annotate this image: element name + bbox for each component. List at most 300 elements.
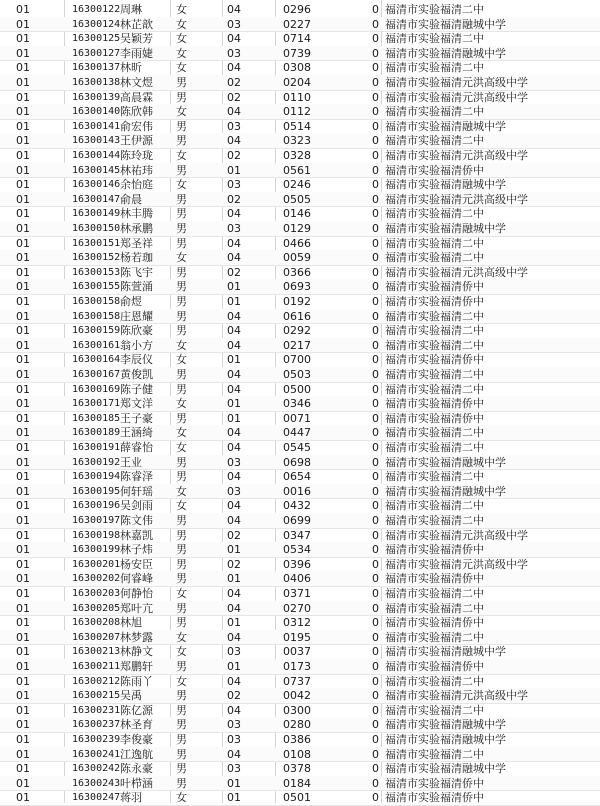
- cell-gender: 男: [176, 295, 187, 308]
- cell-id: 16300167: [72, 369, 121, 380]
- cell-zero: 0: [372, 601, 379, 615]
- table-row: [0, 513, 600, 528]
- cell-id: 16300191: [72, 442, 121, 453]
- cell-class: 01: [16, 149, 30, 162]
- cell-gender: 男: [176, 747, 187, 761]
- cell-class: 01: [16, 776, 30, 790]
- cell-zero: 0: [372, 76, 379, 89]
- cell-school: 福清市实验福清侨中: [385, 353, 484, 367]
- cell-zero: 0: [372, 572, 379, 586]
- table-row: [0, 367, 600, 382]
- cell-id: 16300159: [72, 325, 121, 337]
- table-row: [0, 615, 600, 630]
- table-row: [0, 352, 600, 367]
- cell-school: 福清市实验福清二中: [385, 470, 484, 484]
- cell-name: 陈雨丫: [120, 674, 153, 688]
- cell-g1: 01: [227, 295, 241, 308]
- cell-zero: 0: [372, 703, 379, 717]
- cell-g2: 0447: [283, 426, 311, 440]
- cell-gender: 男: [176, 470, 187, 484]
- cell-class: 01: [16, 134, 30, 148]
- cell-name: 高晨霖: [120, 90, 153, 104]
- cell-gender: 男: [176, 309, 187, 323]
- cell-g2: 0173: [283, 660, 311, 673]
- cell-zero: 0: [372, 630, 379, 644]
- cell-g2: 0616: [283, 309, 311, 323]
- cell-school: 福清市实验福清融城中学: [385, 718, 506, 732]
- cell-class: 01: [16, 163, 30, 177]
- cell-g1: 04: [227, 630, 241, 644]
- table-row: [0, 528, 600, 543]
- cell-zero: 0: [372, 265, 379, 279]
- cell-class: 01: [16, 411, 30, 425]
- table-row: [0, 309, 600, 324]
- table-row: [0, 601, 600, 616]
- cell-zero: 0: [372, 470, 379, 484]
- cell-school: 福清市实验福清二中: [385, 236, 484, 250]
- cell-g1: 01: [227, 163, 241, 177]
- cell-gender: 男: [176, 660, 187, 673]
- cell-class: 01: [16, 616, 30, 630]
- cell-id: 16300189: [72, 427, 121, 439]
- cell-gender: 女: [176, 674, 187, 688]
- cell-class: 01: [16, 499, 30, 513]
- cell-school: 福清市实验福清融城中学: [385, 119, 506, 133]
- cell-g2: 0300: [283, 703, 311, 717]
- cell-class: 01: [16, 689, 30, 703]
- table-row: [0, 455, 600, 470]
- table-row: [0, 294, 600, 309]
- cell-g1: 04: [227, 32, 241, 46]
- cell-gender: 女: [176, 105, 187, 119]
- cell-id: 16300198: [72, 529, 121, 541]
- cell-zero: 0: [372, 718, 379, 732]
- cell-gender: 女: [176, 17, 187, 31]
- cell-name: 林丰腾: [120, 207, 153, 221]
- cell-name: 蒋羽: [120, 791, 142, 805]
- cell-id: 16300143: [72, 135, 121, 147]
- cell-school: 福清市实验福清二中: [385, 338, 484, 352]
- cell-zero: 0: [372, 587, 379, 600]
- cell-zero: 0: [372, 689, 379, 703]
- cell-name: 李俊豪: [120, 733, 153, 746]
- cell-name: 陈萱涌: [120, 280, 153, 294]
- cell-gender: 男: [176, 265, 187, 279]
- cell-id: 16300146: [72, 179, 121, 191]
- cell-g1: 04: [227, 309, 241, 323]
- cell-g2: 0270: [283, 601, 311, 615]
- cell-g1: 03: [227, 718, 241, 732]
- cell-zero: 0: [372, 251, 379, 265]
- cell-g2: 0042: [283, 689, 311, 703]
- cell-school: 福清市实验福清二中: [385, 324, 484, 338]
- cell-school: 福清市实验福清融城中学: [385, 733, 506, 746]
- cell-g2: 0059: [283, 251, 311, 265]
- cell-g1: 02: [227, 192, 241, 206]
- cell-g1: 04: [227, 514, 241, 527]
- cell-id: 16300169: [72, 383, 121, 395]
- cell-gender: 男: [176, 718, 187, 732]
- cell-g1: 04: [227, 134, 241, 148]
- cell-g1: 01: [227, 572, 241, 586]
- cell-class: 01: [16, 119, 30, 133]
- cell-name: 林承鹏: [120, 222, 153, 235]
- cell-class: 01: [16, 178, 30, 192]
- table-row: [0, 571, 600, 586]
- cell-gender: 女: [176, 499, 187, 513]
- cell-id: 16300243: [72, 777, 121, 789]
- cell-g1: 03: [227, 46, 241, 60]
- cell-id: 16300195: [72, 485, 121, 497]
- cell-gender: 男: [176, 207, 187, 221]
- cell-zero: 0: [372, 557, 379, 571]
- cell-g2: 0698: [283, 455, 311, 469]
- cell-id: 16300185: [72, 412, 121, 424]
- table-row: [0, 133, 600, 148]
- cell-zero: 0: [372, 90, 379, 104]
- cell-class: 01: [16, 470, 30, 484]
- cell-id: 16300205: [72, 602, 121, 614]
- cell-gender: 男: [176, 616, 187, 630]
- cell-id: 16300158: [72, 310, 121, 322]
- cell-school: 福清市实验福清侨中: [385, 776, 484, 790]
- table-row: [0, 323, 600, 338]
- cell-school: 福清市实验福清二中: [385, 499, 484, 513]
- cell-school: 福清市实验福清二中: [385, 630, 484, 644]
- cell-name: 林嘉凯: [120, 528, 153, 542]
- cell-g2: 0514: [283, 119, 311, 133]
- cell-class: 01: [16, 674, 30, 688]
- cell-g1: 03: [227, 762, 241, 776]
- cell-class: 01: [16, 382, 30, 396]
- cell-name: 陈玲珑: [120, 149, 153, 162]
- cell-school: 福清市实验福清元洪高级中学: [385, 192, 528, 206]
- cell-g1: 04: [227, 674, 241, 688]
- cell-school: 福清市实验福清二中: [385, 514, 484, 527]
- cell-g2: 0714: [283, 32, 311, 46]
- cell-g2: 0016: [283, 484, 311, 498]
- cell-id: 16300158: [72, 296, 121, 307]
- cell-g1: 03: [227, 119, 241, 133]
- cell-g2: 0406: [283, 572, 311, 586]
- cell-g1: 04: [227, 236, 241, 250]
- cell-zero: 0: [372, 222, 379, 235]
- cell-g1: 01: [227, 776, 241, 790]
- cell-g1: 03: [227, 17, 241, 31]
- cell-g1: 04: [227, 382, 241, 396]
- cell-id: 16300151: [72, 237, 121, 249]
- cell-gender: 男: [176, 192, 187, 206]
- cell-g2: 0432: [283, 499, 311, 513]
- cell-gender: 男: [176, 324, 187, 338]
- cell-g1: 04: [227, 61, 241, 75]
- cell-g2: 0328: [283, 149, 311, 162]
- cell-g1: 04: [227, 324, 241, 338]
- cell-class: 01: [16, 528, 30, 542]
- cell-g2: 0371: [283, 587, 311, 600]
- cell-school: 福清市实验福清融城中学: [385, 484, 506, 498]
- cell-g1: 02: [227, 90, 241, 104]
- cell-g1: 01: [227, 791, 241, 805]
- cell-class: 01: [16, 46, 30, 60]
- cell-name: 林芷歆: [120, 17, 153, 31]
- cell-zero: 0: [372, 441, 379, 454]
- cell-zero: 0: [372, 324, 379, 338]
- cell-school: 福清市实验福清侨中: [385, 411, 484, 425]
- cell-g1: 03: [227, 222, 241, 235]
- table-row: [0, 396, 600, 411]
- cell-g2: 0112: [283, 105, 311, 119]
- cell-name: 陈永豪: [120, 762, 153, 776]
- cell-name: 林祐玮: [120, 163, 153, 177]
- cell-zero: 0: [372, 484, 379, 498]
- cell-name: 翁小方: [120, 338, 153, 352]
- cell-gender: 女: [176, 61, 187, 75]
- cell-id: 16300152: [72, 252, 121, 264]
- cell-name: 林旭: [120, 616, 142, 630]
- cell-name: 薛睿怡: [120, 441, 153, 454]
- cell-class: 01: [16, 601, 30, 615]
- cell-school: 福清市实验福清元洪高级中学: [385, 76, 528, 89]
- cell-class: 01: [16, 572, 30, 586]
- cell-gender: 女: [176, 32, 187, 46]
- cell-id: 16300207: [72, 631, 121, 643]
- cell-gender: 女: [176, 178, 187, 192]
- cell-gender: 男: [176, 557, 187, 571]
- cell-g1: 01: [227, 616, 241, 630]
- table-row: [0, 2, 600, 17]
- cell-class: 01: [16, 703, 30, 717]
- cell-g2: 0108: [283, 747, 311, 761]
- cell-id: 16300203: [72, 588, 121, 599]
- cell-school: 福清市实验福清二中: [385, 134, 484, 148]
- cell-gender: 女: [176, 630, 187, 644]
- cell-g1: 04: [227, 601, 241, 615]
- cell-g1: 01: [227, 543, 241, 557]
- cell-gender: 女: [176, 3, 187, 16]
- table-row: [0, 659, 600, 674]
- table-row: [0, 250, 600, 265]
- cell-id: 16300137: [72, 62, 121, 74]
- cell-zero: 0: [372, 499, 379, 513]
- cell-id: 16300202: [72, 573, 121, 585]
- cell-gender: 男: [176, 572, 187, 586]
- cell-zero: 0: [372, 149, 379, 162]
- cell-g2: 0071: [283, 411, 311, 425]
- cell-g2: 0323: [283, 134, 311, 148]
- cell-name: 郑叶亢: [120, 601, 153, 615]
- table-row: [0, 119, 600, 134]
- cell-class: 01: [16, 338, 30, 352]
- table-row: [0, 60, 600, 75]
- cell-class: 01: [16, 76, 30, 89]
- cell-class: 01: [16, 514, 30, 527]
- cell-id: 16300239: [72, 734, 121, 745]
- cell-school: 福清市实验福清二中: [385, 426, 484, 440]
- cell-g2: 0561: [283, 163, 311, 177]
- cell-id: 16300153: [72, 266, 121, 278]
- cell-g1: 04: [227, 703, 241, 717]
- cell-name: 庄恩耀: [120, 309, 153, 323]
- cell-g1: 04: [227, 251, 241, 265]
- cell-class: 01: [16, 630, 30, 644]
- cell-class: 01: [16, 455, 30, 469]
- cell-g1: 03: [227, 733, 241, 746]
- cell-zero: 0: [372, 338, 379, 352]
- cell-g2: 0227: [283, 17, 311, 31]
- cell-class: 01: [16, 3, 30, 16]
- cell-class: 01: [16, 557, 30, 571]
- table-row: [0, 790, 600, 805]
- cell-school: 福清市实验福清元洪高级中学: [385, 689, 528, 703]
- cell-zero: 0: [372, 309, 379, 323]
- table-row: [0, 732, 600, 747]
- table-row: [0, 163, 600, 178]
- cell-zero: 0: [372, 674, 379, 688]
- cell-zero: 0: [372, 280, 379, 294]
- cell-school: 福清市实验福清二中: [385, 747, 484, 761]
- cell-school: 福清市实验福清二中: [385, 309, 484, 323]
- cell-zero: 0: [372, 46, 379, 60]
- cell-g2: 0347: [283, 528, 311, 542]
- cell-name: 俞宏伟: [120, 119, 153, 133]
- cell-school: 福清市实验福清融城中学: [385, 645, 506, 659]
- cell-zero: 0: [372, 660, 379, 673]
- cell-g1: 02: [227, 265, 241, 279]
- cell-school: 福清市实验福清侨中: [385, 791, 484, 805]
- cell-class: 01: [16, 295, 30, 308]
- cell-school: 福清市实验福清二中: [385, 105, 484, 119]
- cell-zero: 0: [372, 645, 379, 659]
- table-row: [0, 236, 600, 251]
- cell-zero: 0: [372, 134, 379, 148]
- cell-zero: 0: [372, 295, 379, 308]
- cell-gender: 男: [176, 514, 187, 527]
- cell-name: 郑鹏轩: [120, 660, 153, 673]
- cell-g1: 04: [227, 338, 241, 352]
- cell-g1: 04: [227, 207, 241, 221]
- cell-class: 01: [16, 353, 30, 367]
- table-row: [0, 747, 600, 762]
- cell-school: 福清市实验福清元洪高级中学: [385, 528, 528, 542]
- cell-class: 01: [16, 587, 30, 600]
- cell-zero: 0: [372, 747, 379, 761]
- cell-name: 王伊源: [120, 134, 153, 148]
- cell-class: 01: [16, 61, 30, 75]
- cell-id: 16300122: [72, 4, 121, 15]
- table-row: [0, 644, 600, 659]
- cell-g2: 0296: [283, 3, 311, 16]
- cell-zero: 0: [372, 236, 379, 250]
- cell-g1: 04: [227, 441, 241, 454]
- cell-name: 林圣育: [120, 718, 153, 732]
- cell-gender: 男: [176, 368, 187, 381]
- cell-zero: 0: [372, 455, 379, 469]
- table-row: [0, 411, 600, 426]
- cell-g1: 01: [227, 660, 241, 673]
- cell-name: 俞煜: [120, 295, 142, 308]
- cell-id: 16300213: [72, 646, 121, 658]
- cell-gender: 女: [176, 46, 187, 60]
- cell-g1: 03: [227, 455, 241, 469]
- cell-g2: 0292: [283, 324, 311, 338]
- cell-zero: 0: [372, 776, 379, 790]
- cell-class: 01: [16, 718, 30, 732]
- cell-id: 16300150: [72, 223, 121, 234]
- cell-zero: 0: [372, 61, 379, 75]
- cell-zero: 0: [372, 3, 379, 16]
- cell-class: 01: [16, 747, 30, 761]
- cell-zero: 0: [372, 528, 379, 542]
- cell-name: 陈睿泽: [120, 470, 153, 484]
- cell-zero: 0: [372, 207, 379, 221]
- cell-gender: 男: [176, 455, 187, 469]
- cell-g1: 02: [227, 149, 241, 162]
- cell-school: 福清市实验福清融城中学: [385, 455, 506, 469]
- cell-g2: 0654: [283, 470, 311, 484]
- cell-name: 王子豪: [120, 411, 153, 425]
- cell-g1: 03: [227, 645, 241, 659]
- cell-gender: 男: [176, 280, 187, 294]
- cell-name: 陈欣豪: [120, 324, 153, 338]
- cell-g2: 0501: [283, 791, 311, 805]
- cell-gender: 男: [176, 543, 187, 557]
- cell-name: 林昕: [120, 61, 142, 75]
- cell-gender: 女: [176, 587, 187, 600]
- cell-zero: 0: [372, 543, 379, 557]
- table-row: [0, 761, 600, 776]
- cell-school: 福清市实验福清融城中学: [385, 762, 506, 776]
- cell-id: 16300192: [72, 456, 121, 468]
- cell-id: 16300127: [72, 47, 121, 59]
- table-row: [0, 31, 600, 46]
- cell-g1: 01: [227, 280, 241, 294]
- cell-g1: 03: [227, 484, 241, 498]
- cell-id: 16300141: [72, 120, 121, 132]
- cell-g1: 02: [227, 76, 241, 89]
- table-row: [0, 46, 600, 61]
- cell-class: 01: [16, 251, 30, 265]
- cell-g2: 0129: [283, 222, 311, 235]
- table-row: [0, 221, 600, 236]
- cell-school: 福清市实验福清元洪高级中学: [385, 557, 528, 571]
- cell-name: 林静文: [120, 645, 153, 659]
- cell-g2: 0146: [283, 207, 311, 221]
- cell-class: 01: [16, 368, 30, 381]
- cell-g2: 0466: [283, 236, 311, 250]
- cell-g1: 04: [227, 426, 241, 440]
- cell-g2: 0280: [283, 718, 311, 732]
- cell-gender: 女: [176, 791, 187, 805]
- cell-zero: 0: [372, 368, 379, 381]
- table-row: [0, 484, 600, 499]
- cell-id: 16300194: [72, 471, 121, 483]
- cell-name: 陈欣韩: [120, 105, 153, 119]
- cell-school: 福清市实验福清融城中学: [385, 222, 506, 235]
- table-row: [0, 338, 600, 353]
- cell-school: 福清市实验福清侨中: [385, 397, 484, 411]
- cell-class: 01: [16, 32, 30, 46]
- cell-class: 01: [16, 660, 30, 673]
- cell-school: 福清市实验福清侨中: [385, 280, 484, 294]
- cell-id: 16300231: [72, 704, 121, 716]
- cell-zero: 0: [372, 192, 379, 206]
- cell-gender: 女: [176, 353, 187, 367]
- cell-g2: 0217: [283, 338, 311, 352]
- cell-g1: 02: [227, 528, 241, 542]
- cell-gender: 男: [176, 601, 187, 615]
- cell-g1: 04: [227, 587, 241, 600]
